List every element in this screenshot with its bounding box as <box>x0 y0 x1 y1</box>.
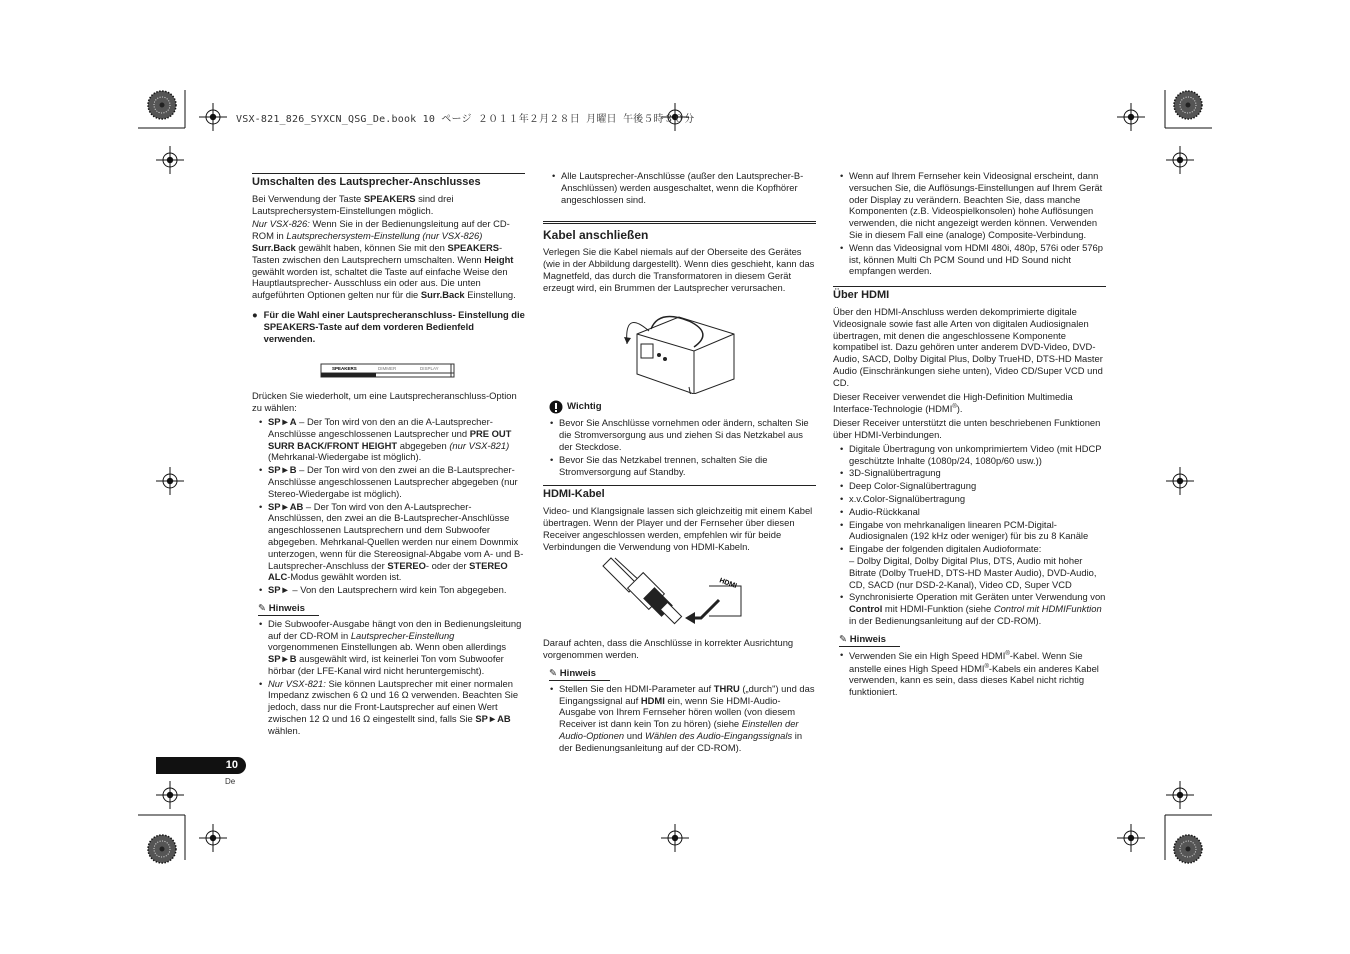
feature-item: • Audio-Rückkanal <box>849 506 1106 518</box>
option-sp-ab: • SP►AB – Der Ton wird von den A-Lautsprecher-Anschlüssen, den zwei an die B-Lautsprecher-Anschlüsse angeschlossenen Lautsprechern und dem Subwoofer abgegeben. Mehrkanal-Quellen werden nur einem Downmix unterzogen, wenn für die Stereosignal-Abgabe vom A- und B-Lautsprecher-Anschluss der STEREO- oder der STEREO ALC-Modus gewählt worden ist. <box>268 501 525 584</box>
section-title-speaker-switch: Umschalten des Lautsprecher-Anschlusses <box>252 173 525 189</box>
receiver-cable-illustration <box>619 299 749 394</box>
vsx826-paragraph: Nur VSX-826: Wenn Sie in der Bedienungsleitung auf der CD-ROM in Lautsprechersystem-Einstellung (nur VSX-826) <box>252 218 510 242</box>
video-signal-bullets: • Wenn auf Ihrem Fernseher kein Videosignal erscheint, dann versuchen Sie, die Auflösungs-Einstellungen auf Ihrem Gerät oder Display zu verändern. Beachten Sie, dass manche Komponenten (z.B. Videospielkonsolen) hohe Auflösungen verwenden, die nicht angezeigt werden können. Verwenden Sie in diesem Fall eine (analoge) Composite-Verbindung. • Wenn das Videosignal vom HDMI 480i, 480p, 576i oder 576p ist, können Multi Ch PCM Sound und HD Sound nicht empfangen werden. <box>833 170 1106 277</box>
note-heading: ✎ Hinweis <box>839 634 900 647</box>
panel-label-dimmer: DIMMER <box>378 366 397 372</box>
page-language: De <box>225 777 236 786</box>
note-subwoofer: • Die Subwoofer-Ausgabe hängt von den in Bedienungsleitung auf der CD-ROM in Lautsprecher-Einstellung vorgenommenen Einstellungen ab. Wenn oben allerdings SP►B ausgewählt wird, ist keinerlei Ton vom Subwoofer hörbar (der LFE-Kanal wird nicht heruntergemischt). <box>268 618 525 677</box>
column-left <box>252 173 525 739</box>
note-heading: ✎ Hinweis <box>549 668 610 681</box>
pencil-icon: ✎ <box>839 633 848 645</box>
step-dot-icon: ● <box>252 308 258 320</box>
note-list <box>252 618 525 737</box>
note-list: • Verwenden Sie ein High Speed HDMI®-Kabel. Wenn Sie anstelle eines High Speed HDMI®-Kabels ein anderes Kabel verwenden, kann es sein, dass dieses Kabel nicht richtig funktioniert. <box>833 649 1106 698</box>
feature-item: • 3D-Signalübertragung <box>849 467 1106 479</box>
feature-item: • Eingabe der folgenden digitalen Audioformate: – Dolby Digital, Dolby Digital Plus, DTS, Audio mit hoher Bitrate (Dolby TrueHD, DTS-HD Master Audio), DVD-Audio, CD, SACD (nur DSD-2-Kanal), Video CD, Super VCD <box>849 543 1106 590</box>
panel-label-display: DISPLAY <box>420 366 439 372</box>
note-impedance: • Nur VSX-821: Sie können Lautsprecher mit einer normalen Impedanz zwischen 6 Ω und 16 Ω verwenden. Beachten Sie jedoch, dass nur die Front-Lautsprecher auf einen Wert zwischen 12 Ω und 16 Ω eingestellt sind, falls Sie SP►AB wählen. <box>268 678 525 737</box>
corner-star-bottom-right <box>1174 835 1202 863</box>
hdmi-desc-paragraph: Über den HDMI-Anschluss werden dekomprimierte digitale Videosignale sowie fast alle Arten von digitalen Audiosignalen übertragen, mit denen die angeschlossene Komponente kompatibel ist. Dazu gehören unter anderem DVD-Video, DVD-Audio, SACD, Dolby Digital Plus, Dolby TrueHD, DTS-HD Master Audio (Einschränkungen siehe unten), Video CD/Super VCD und CD. <box>833 305 1103 388</box>
hdmi-features-intro: Dieser Receiver unterstützt die unten beschriebenen Funktionen über HDMI-Verbindungen. <box>833 417 1101 441</box>
surr-back-paragraph: Surr.Back gewählt haben, können Sie mit den SPEAKERS-Tasten zwischen den Lautsprechern umschalten. Wenn Height gewählt worden ist, schaltet die Taste auf einfache Weise den Hauptlautsprecher- Ausschluss ein oder aus. Die unten aufgeführten Optionen gelten nur für die Surr.Back Einstellung. <box>252 241 516 301</box>
hdmi-paragraph: Video- und Klangsignale lassen sich gleichzeitig mit einem Kabel übertragen. Wenn der Player und der Fernseher über diesen Receiver angeschlossen werden, empfehlen wir für beide Verbindungen die Verwendung von HDMI-Kabeln. <box>543 505 813 552</box>
feature-item-sync: • Synchronisierte Operation mit Geräten unter Verwendung von Control mit HDMI-Funktion (siehe Control mit HDMIFunktion in der Bedienungsanleitung auf der CD-ROM). <box>849 591 1106 626</box>
important-list: • Bevor Sie Anschlüsse vornehmen oder ändern, schalten Sie die Stromversorgung aus und ziehen Si das Netzkabel aus der Steckdose. • Bevor Sie das Netzkabel trennen, schalten Sie die Stromversorgung auf Standby. <box>543 417 816 477</box>
column-right <box>833 170 1106 700</box>
speaker-options-list <box>252 416 525 596</box>
feature-item: • Eingabe von mehrkanaligen linearen PCM-Digital-Audiosignalen (192 kHz oder weniger) für bis zu 8 Kanäle <box>849 519 1106 543</box>
corner-star-top-left <box>148 91 176 119</box>
intro-paragraph: Bei Verwendung der Taste SPEAKERS sind drei Lautsprechersystem-Einstellungen möglich. <box>252 192 454 216</box>
alignment-paragraph: Darauf achten, dass die Anschlüsse in korrekter Ausrichtung vorgenommen werden. <box>543 637 794 661</box>
section-title-about-hdmi: Über HDMI <box>833 286 1106 302</box>
step-instruction: ● Für die Wahl einer Lautsprecheranschluss- Einstellung die SPEAKERS-Taste auf dem vorderen Bedienfeld verwenden. <box>252 308 525 344</box>
hdmi-feature-list <box>833 443 1106 627</box>
hdmi-plug-illustration <box>601 556 751 631</box>
important-heading: Wichtig <box>549 400 816 414</box>
column-middle <box>543 170 816 756</box>
pencil-icon: ✎ <box>258 602 267 614</box>
corner-star-bottom-left <box>148 835 176 863</box>
hdmi-technology-paragraph: Dieser Receiver verwendet die High-Definition Multimedia Interface-Technologie (HDMI®). <box>833 390 1073 415</box>
page-number: 10 <box>156 757 246 774</box>
section-title-cables: Kabel anschließen <box>543 221 816 242</box>
feature-item: • Deep Color-Signalübertragung <box>849 480 1106 492</box>
headphone-bullet: • Alle Lautsprecher-Anschlüsse (außer den Lautsprecher-B-Anschlüssen) werden ausgeschaltet, wenn die Kopfhörer angeschlossen sind. <box>543 170 816 205</box>
corner-star-top-right <box>1174 91 1202 119</box>
print-file-header: VSX-821_826_SYXCN_QSG_De.book 10 ページ ２０１１年２月２８日 月曜日 午後５時３０分 <box>236 114 695 125</box>
section-title-hdmi-cable: HDMI-Kabel <box>543 485 816 501</box>
pencil-icon: ✎ <box>549 667 558 679</box>
option-sp-off: • SP► – Von den Lautsprechern wird kein Ton abgegeben. <box>268 584 525 596</box>
feature-item: • Digitale Übertragung von unkomprimiertem Video (mit HDCP geschützte Inhalte (1080p/24, 1080p/60 usw.)) <box>849 443 1106 467</box>
option-sp-b: • SP►B – Der Ton wird von den zwei an die B-Lautsprecher-Anschlüsse angeschlossenen Lautsprecher abgegeben (nur Stereo-Wiedergabe ist möglich). <box>268 464 525 499</box>
press-instruction: Drücken Sie wiederholt, um eine Lautsprecheranschluss-Option zu wählen: <box>252 390 517 414</box>
feature-item: • x.v.Color-Signalübertragung <box>849 493 1106 505</box>
option-sp-a: • SP►A – Der Ton wird von den an die A-Lautsprecher-Anschlüsse angeschlossenen Lautsprecher und PRE OUT SURR BACK/FRONT HEIGHT abgegeben (nur VSX-821) (Mehrkanal-Wiedergabe ist möglich). <box>268 416 525 463</box>
note-heading: ✎ Hinweis <box>258 603 319 616</box>
warning-icon <box>549 400 563 414</box>
hdmi-plug-label: HDMI <box>718 577 738 591</box>
note-list: • Stellen Sie den HDMI-Parameter auf THRU („durch") und das Eingangssignal auf HDMI ein, wenn Sie HDMI-Audio-Ausgabe von Ihrem Fernseher hören wollen (von diesem Receiver ist dann kein Ton zu hören) (siehe Einstellen der Audio-Optionen und Wählen des Audio-Eingangssignals in der Bedienungsanleitung auf der CD-ROM). <box>543 683 816 754</box>
front-panel-illustration <box>320 354 460 382</box>
cable-paragraph: Verlegen Sie die Kabel niemals auf der Oberseite des Gerätes (wie in der Abbildung dargestellt). Wenn dies geschieht, kann das Magnetfeld, das durch die Transformatoren in diesem Gerät erzeugt wird, ein Brummen der Lautsprecher verursachen. <box>543 246 815 293</box>
panel-label-speakers: SPEAKERS <box>332 366 357 372</box>
